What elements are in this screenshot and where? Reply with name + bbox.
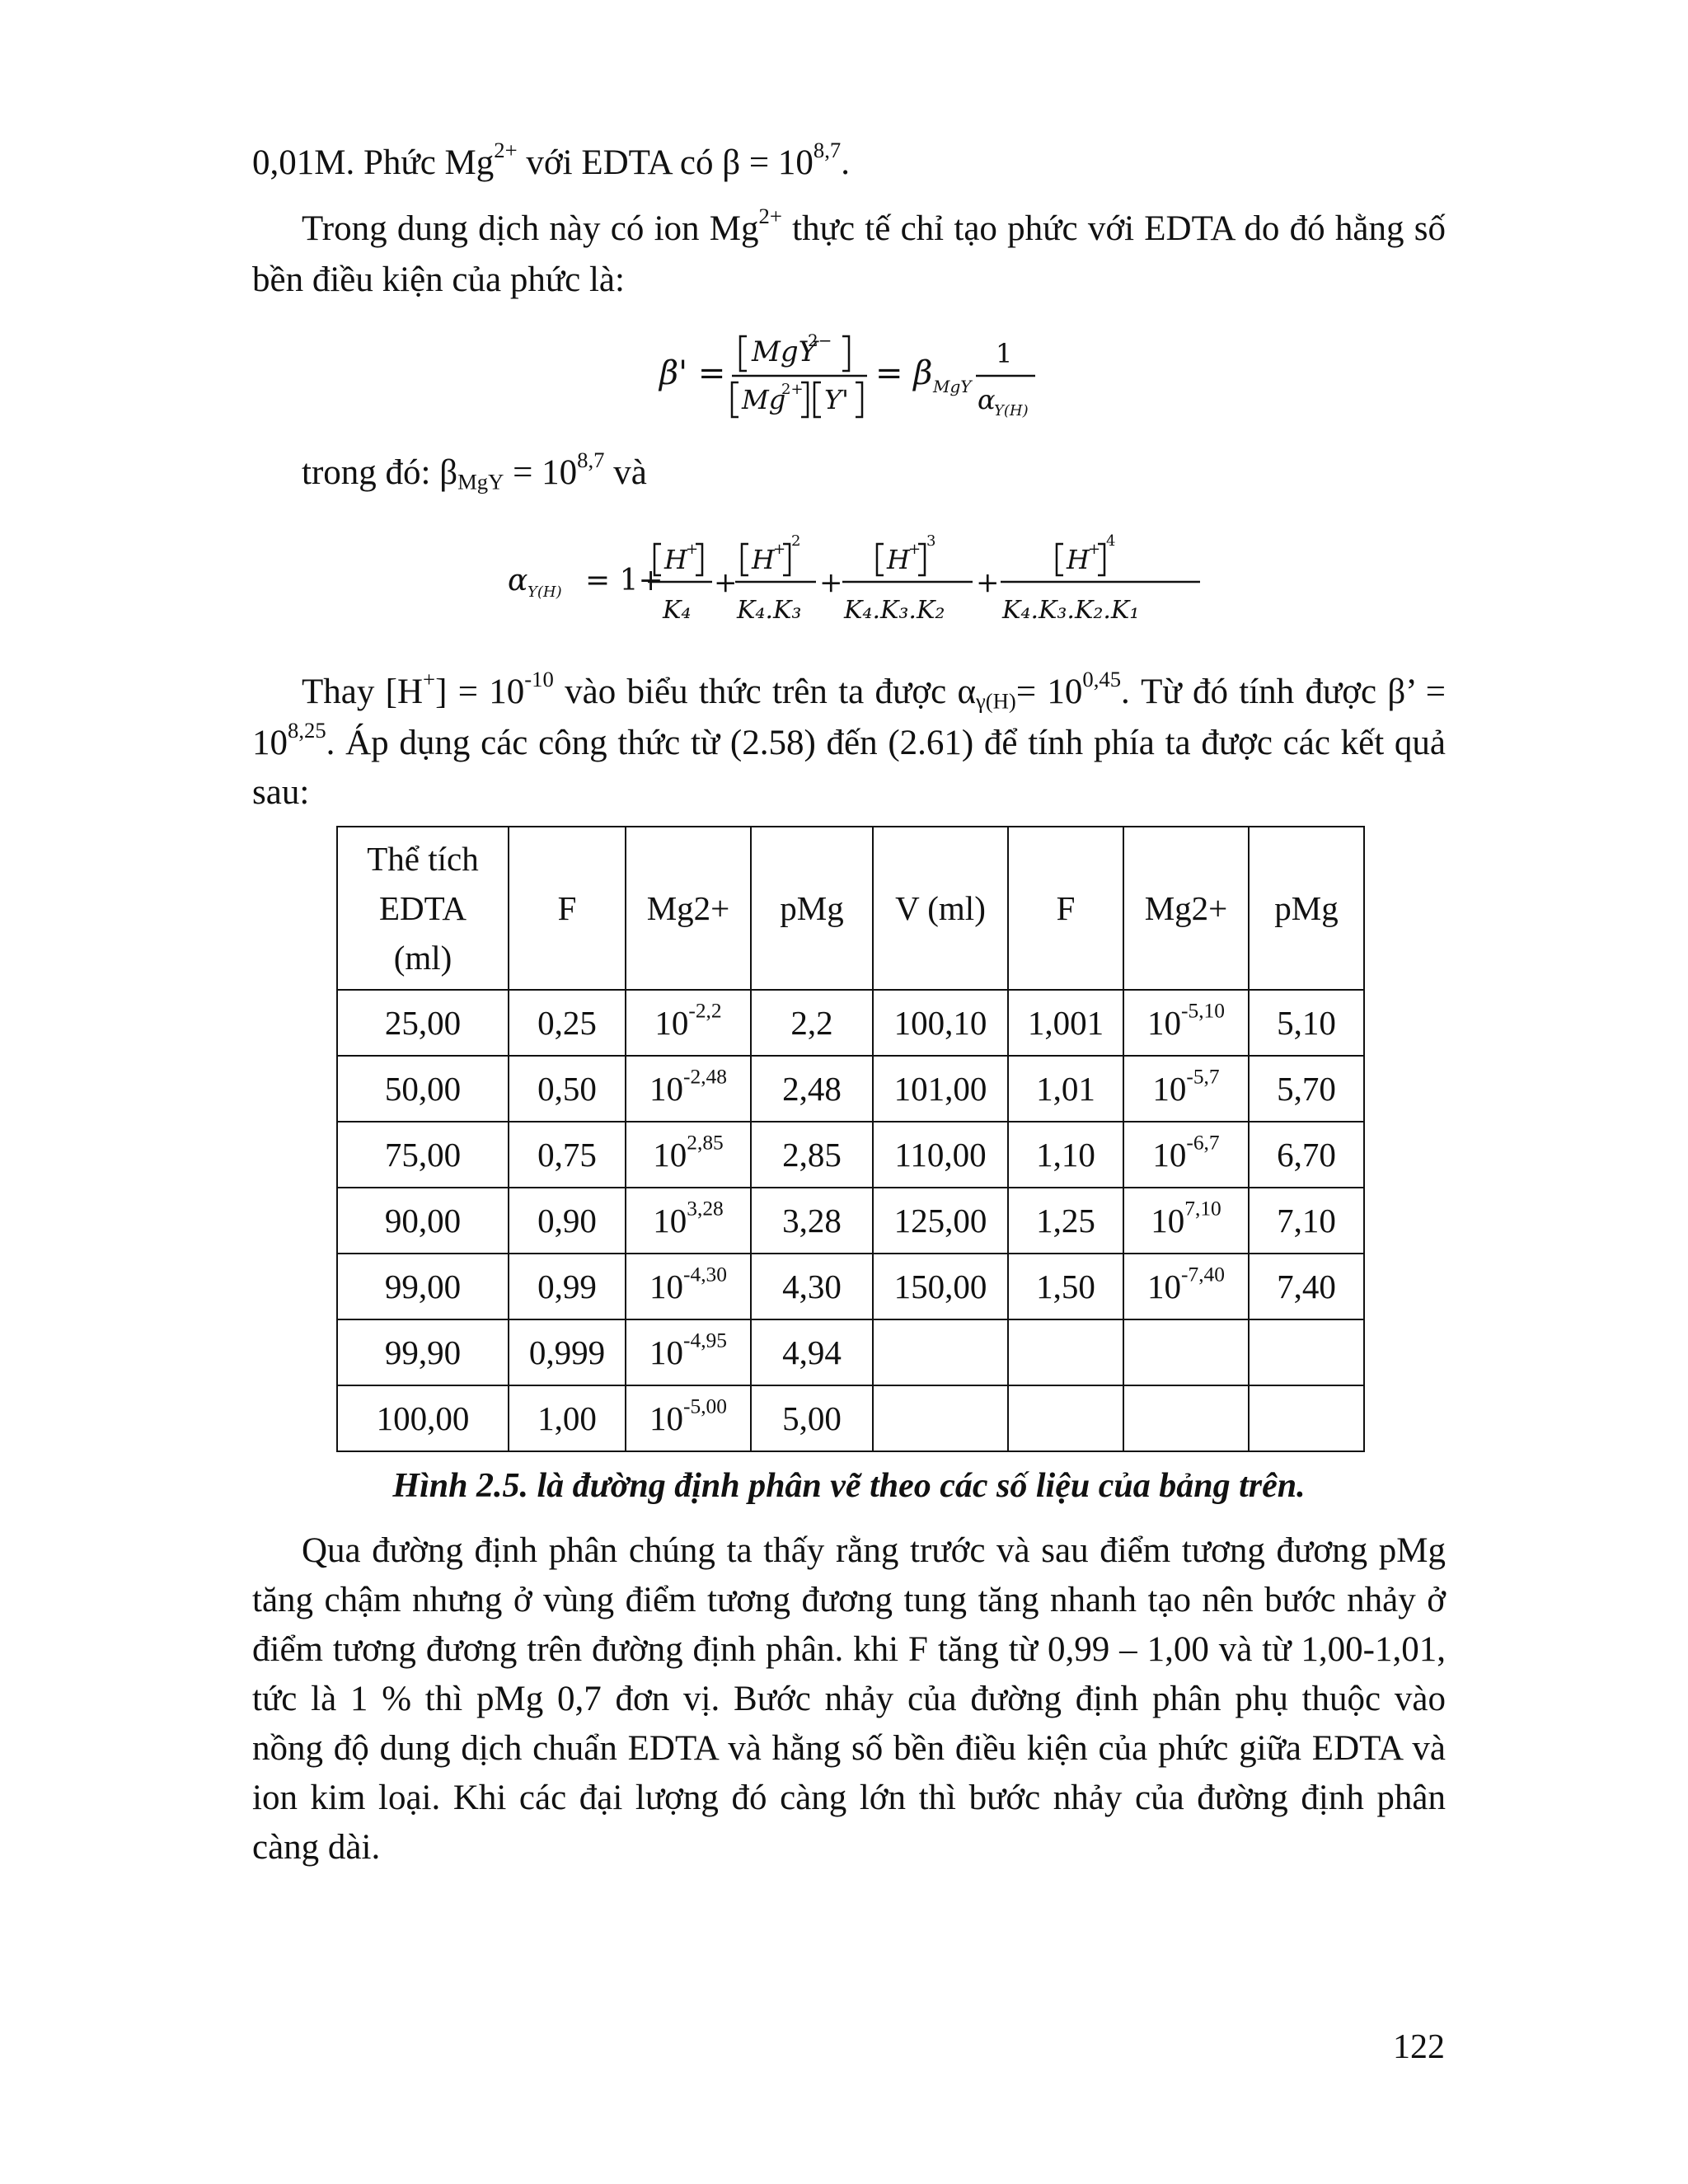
header-mg-2: Mg2+ (1123, 827, 1249, 990)
svg-text:1: 1 (996, 338, 1013, 369)
header-mg: Mg2+ (626, 827, 751, 990)
paragraph-2-line-1: Thay $[H^+] = 10^{-10}$ vào biểu thức trên ta được $\alpha_{\gamma(H)}= 10^{0,45}$. Từ đó tính được β’ = (302, 667, 1446, 714)
header-volume-edta: Thể tích EDTA (ml) (337, 827, 509, 990)
svg-text:H: H (664, 544, 687, 575)
svg-text:Y(H): Y(H) (994, 402, 1029, 419)
svg-text:H: H (752, 544, 775, 575)
alpha-term-3 (842, 532, 973, 625)
svg-text:K₄.K₃.K₂: K₄.K₃.K₂ (844, 596, 945, 625)
svg-text:2−: 2− (808, 330, 832, 350)
eq-beta-lhs: β' = (659, 354, 726, 392)
paragraph-2-line-3: sau: (252, 773, 310, 812)
equation-alpha (503, 521, 1212, 649)
paragraph-3-line-4: tức là 1 % thì pMg 0,7 đơn vị. Bước nhảy của đường định phân phụ thuộc vào (252, 1680, 1446, 1718)
table-row: 50,00 0,50 $10^{-2,48}$ 2,48 101,00 1,01 $10^{-5,7}$ 5,70 (337, 1056, 1364, 1122)
svg-text:+: + (1088, 541, 1101, 558)
svg-text:K₄.K₃: K₄.K₃ (737, 596, 802, 625)
svg-text:K₄.K₃.K₂.K₁: K₄.K₃.K₂.K₁ (1002, 596, 1140, 625)
svg-text:+: + (819, 566, 843, 599)
svg-text:2: 2 (791, 532, 801, 550)
svg-text:4: 4 (1106, 532, 1116, 550)
svg-text:H: H (1067, 544, 1090, 575)
svg-text:Y': Y' (824, 384, 849, 415)
table-row: 75,00 0,75 10$^{2,85}$ 2,85 110,00 1,10 $10^{-6,7}$ 6,70 (337, 1122, 1364, 1188)
svg-text:+: + (714, 566, 738, 599)
paragraph-3-line-7: càng dài. (252, 1828, 381, 1867)
svg-text:α: α (508, 564, 528, 598)
titration-table (336, 826, 1365, 1452)
svg-text:Y(H): Y(H) (528, 583, 562, 601)
table-row: 100,00 1,00 $10^{-5,00}$ 5,00 (337, 1385, 1364, 1451)
paragraph-3-line-2: tăng chậm nhưng ở vùng điểm tương đương tung tăng nhanh tạo nên bước nhảy ở (252, 1581, 1446, 1619)
header-f-2: F (1008, 827, 1123, 990)
table-header-row (337, 827, 1364, 990)
paragraph-1-line-1: Trong dung dịch này có ion $Mg^{2+}$ thực tế chỉ tạo phức với EDTA do đó hằng số (302, 204, 1446, 248)
header-volume-2: V (ml) (873, 827, 1008, 990)
paragraph-1-line-2: bền điều kiện của phức là: (252, 260, 625, 299)
svg-text:+: + (686, 541, 699, 558)
paragraph-3-line-1: Qua đường định phân chúng ta thấy rằng trước và sau điểm tương đương pMg (302, 1531, 1446, 1570)
svg-text:H: H (887, 544, 910, 575)
paragraph-3-line-5: nồng độ dung dịch chuẩn EDTA và hằng số bền điều kiện của phức giữa EDTA và (252, 1729, 1446, 1768)
alpha-term-4 (1001, 532, 1200, 625)
svg-text:3: 3 (926, 532, 936, 550)
table-row: 99,90 0,999 $10^{-4,95}$ 4,94 (337, 1319, 1364, 1385)
svg-text:= 1+: = 1+ (585, 564, 663, 598)
equation-beta-prime (656, 323, 1043, 434)
svg-text:2+: 2+ (781, 381, 804, 398)
header-f: F (509, 827, 626, 990)
svg-text:MgY: MgY (752, 335, 818, 368)
svg-text:MgY: MgY (933, 377, 972, 396)
svg-text:α: α (978, 384, 996, 415)
svg-text:= β: = β (875, 354, 933, 392)
paragraph-3-line-3: điểm tương đương trên đường định phân. khi F tăng từ 0,99 – 1,00 và từ 1,00-1,01, (252, 1630, 1446, 1669)
table-row: 90,00 0,90 10$^{3,28}$ 3,28 125,00 1,25 10$^{7,10}$ 7,10 (337, 1188, 1364, 1254)
page-number: 122 (1393, 2028, 1445, 2066)
text-where-line: trong đó: $\beta_{MgY} = 10^{8,7}$ và (302, 448, 647, 494)
figure-caption: Hình 2.5. là đường định phân vẽ theo các số liệu của bảng trên. (392, 1467, 1306, 1505)
alpha-term-2 (735, 532, 816, 625)
paragraph-3-line-6: ion kim loại. Khi các đại lượng đó càng lớn thì bước nhảy của đường định phân (252, 1779, 1446, 1817)
alpha-term-1 (648, 541, 712, 625)
header-pmg: pMg (751, 827, 873, 990)
svg-text:+: + (773, 541, 786, 558)
header-pmg-2: pMg (1249, 827, 1364, 990)
svg-text:+: + (908, 541, 921, 558)
table-row: 25,00 0,25 $10^{-2,2}$ 2,2 100,10 1,001 $10^{-5,10}$ 5,10 (337, 990, 1364, 1056)
svg-text:K₄: K₄ (663, 596, 692, 625)
table-row: 99,00 0,99 $10^{-4,30}$ 4,30 150,00 1,50 $10^{-7,40}$ 7,40 (337, 1254, 1364, 1319)
paragraph-2-line-2: 10$^{8,25}$. Áp dụng các công thức từ (2.58) đến (2.61) để tính phía ta được các kết quả (252, 718, 1446, 762)
svg-text:Mg: Mg (742, 384, 786, 415)
svg-text:+: + (976, 566, 1000, 599)
text-line-intro: 0,01M. Phức $Mg^{2+}$ với EDTA có $\beta = 10^{8,7}$. (252, 138, 850, 182)
